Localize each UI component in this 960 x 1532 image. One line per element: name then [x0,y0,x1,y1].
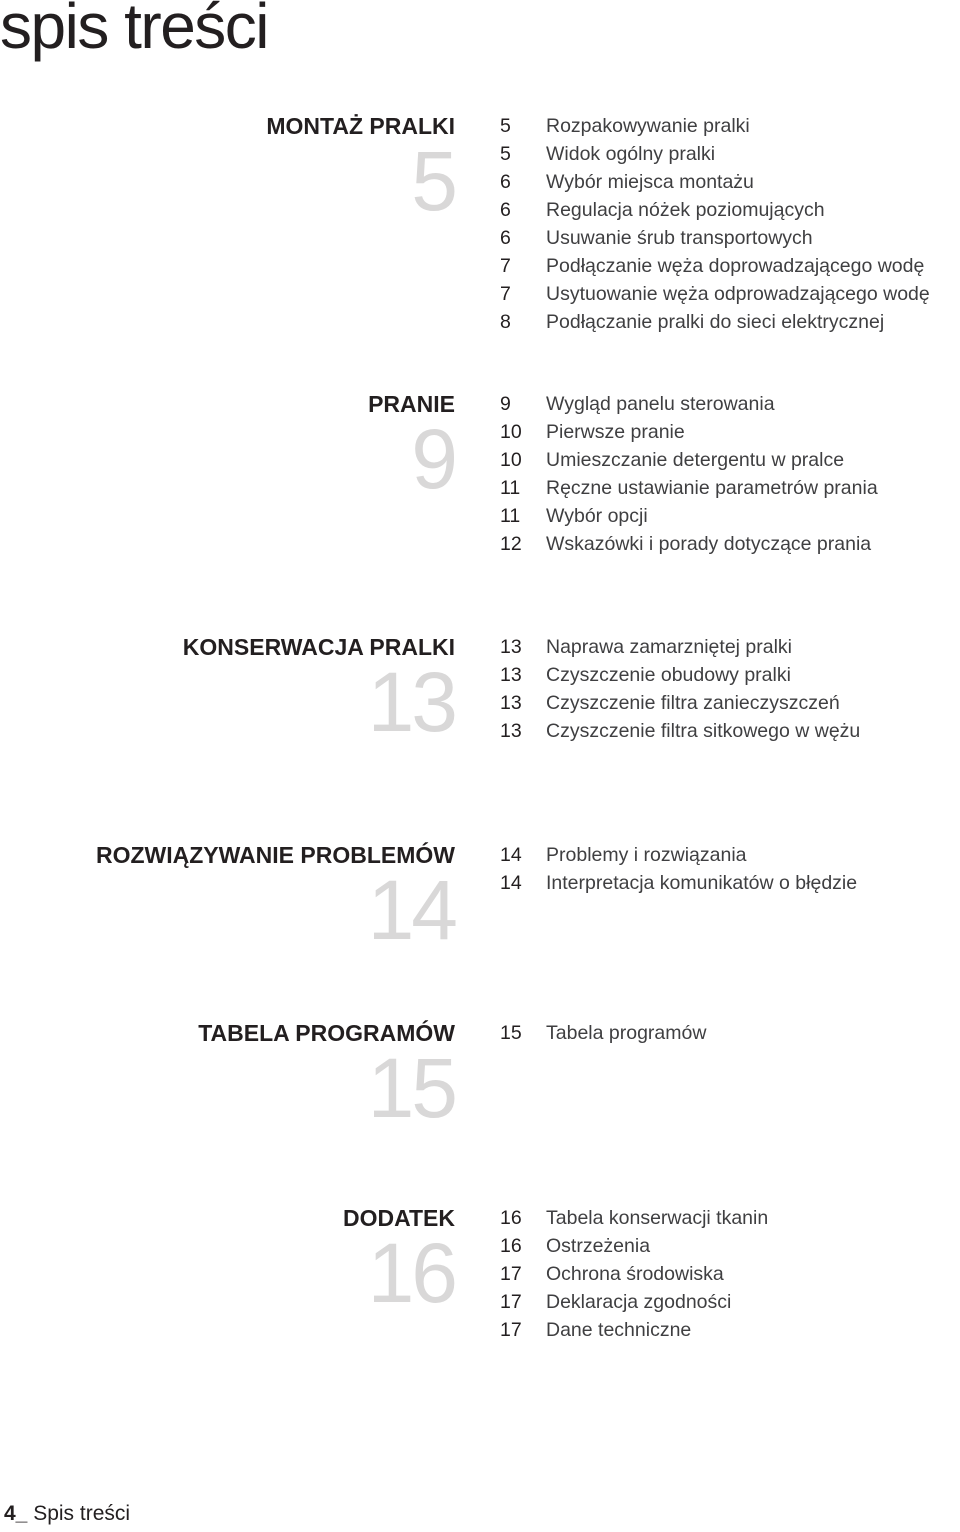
entry-page-number: 12 [500,533,522,555]
entry-page-number: 6 [500,171,511,193]
entry-page-number: 16 [500,1207,522,1229]
toc-entry[interactable] [500,475,878,503]
entry-page-number: 6 [500,227,511,249]
entry-label: Usuwanie śrub transportowych [546,227,813,249]
section-page-number: 15 [367,1041,455,1135]
section-entries [500,391,878,559]
toc-entry[interactable] [500,391,878,419]
entry-label: Umieszczanie detergentu w pralce [546,449,845,471]
toc-entry[interactable] [500,253,930,281]
entry-page-number: 17 [500,1263,522,1285]
entry-page-number: 13 [500,636,522,658]
entry-label: Usytuowanie węża odprowadzającego wodę [546,283,930,305]
entry-page-number: 13 [500,720,522,742]
toc-entry[interactable] [500,531,878,559]
entry-label: Problemy i rozwiązania [546,844,747,866]
footer-label: Spis treści [33,1502,131,1525]
toc-entry[interactable] [500,419,878,447]
toc-entry[interactable] [500,718,860,746]
entry-label: Wygląd panelu sterowania [546,393,775,415]
toc-entry[interactable] [500,634,860,662]
section-page-number: 13 [367,655,455,749]
entry-label: Naprawa zamarzniętej pralki [546,636,793,658]
section-title: ROZWIĄZYWANIE PROBLEMÓW [95,842,455,868]
entry-label: Wskazówki i porady dotyczące prania [546,533,872,555]
entry-label: Deklaracja zgodności [546,1291,732,1313]
entry-page-number: 14 [500,872,522,894]
section-entries [500,634,860,746]
entry-label: Czyszczenie obudowy pralki [546,664,791,686]
section-entries [500,842,857,898]
entry-label: Widok ogólny pralki [546,143,716,165]
toc-entry[interactable] [500,225,930,253]
entry-label: Tabela konserwacji tkanin [546,1207,769,1229]
section-heading [368,391,455,506]
entry-page-number: 11 [500,505,521,527]
toc-entry[interactable] [500,1317,768,1345]
section-title: TABELA PROGRAMÓW [198,1020,455,1046]
entry-page-number: 17 [500,1319,522,1341]
section-title: MONTAŻ PRALKI [266,113,455,139]
entry-label: Wybór opcji [546,505,648,527]
entry-page-number: 10 [500,449,522,471]
entry-page-number: 13 [500,692,522,714]
entry-label: Czyszczenie filtra sitkowego w wężu [546,720,861,742]
footer-page-number: 4_ [4,1502,28,1525]
toc-entry[interactable] [500,503,878,531]
section-heading [266,113,455,228]
entry-label: Rozpakowywanie pralki [546,115,750,137]
entry-label: Podłączanie węża doprowadzającego wodę [546,255,925,277]
toc-entry[interactable] [500,1205,768,1233]
toc-entry[interactable] [500,870,857,898]
toc-entry[interactable] [500,662,860,690]
toc-entry[interactable] [500,1289,768,1317]
toc-entry[interactable] [500,141,930,169]
entry-label: Ostrzeżenia [546,1235,651,1257]
section-entries [500,1205,768,1345]
entry-label: Tabela programów [546,1022,707,1044]
section-heading [95,842,455,957]
toc-entry[interactable] [500,169,930,197]
entry-page-number: 7 [500,255,511,277]
entry-label: Czyszczenie filtra zanieczyszczeń [546,692,840,714]
entry-page-number: 5 [500,115,511,137]
toc-entry[interactable] [500,1261,768,1289]
toc-entry[interactable] [500,1020,706,1048]
entry-page-number: 10 [500,421,522,443]
entry-page-number: 17 [500,1291,522,1313]
toc-entry[interactable] [500,197,930,225]
entry-page-number: 15 [500,1022,522,1044]
section-page-number: 5 [411,134,455,228]
toc-entry[interactable] [500,1233,768,1261]
section-entries [500,1020,706,1048]
toc-entry[interactable] [500,309,930,337]
entry-label: Ochrona środowiska [546,1263,724,1285]
section-title: KONSERWACJA PRALKI [182,634,455,660]
toc-entry[interactable] [500,113,930,141]
entry-page-number: 9 [500,393,511,415]
entry-page-number: 8 [500,311,511,333]
entry-label: Interpretacja komunikatów o błędzie [546,872,858,894]
entry-label: Regulacja nóżek poziomujących [546,199,825,221]
section-page-number: 14 [367,863,455,957]
section-title: PRANIE [368,391,455,417]
page-title: spis treści [0,0,268,62]
entry-label: Pierwsze pranie [546,421,685,443]
section-heading [342,1205,455,1320]
entry-page-number: 14 [500,844,522,866]
entry-page-number: 13 [500,664,522,686]
entry-label: Podłączanie pralki do sieci elektrycznej [546,311,885,333]
entry-page-number: 7 [500,283,511,305]
toc-entry[interactable] [500,690,860,718]
toc-entry[interactable] [500,447,878,475]
toc-entry[interactable] [500,842,857,870]
entry-page-number: 16 [500,1235,522,1257]
section-entries [500,113,930,337]
entry-label: Ręczne ustawianie parametrów prania [546,477,878,499]
entry-page-number: 11 [500,477,521,499]
section-heading [198,1020,455,1135]
entry-page-number: 5 [500,143,511,165]
entry-label: Wybór miejsca montażu [546,171,754,193]
section-heading [182,634,455,749]
section-page-number: 9 [411,412,455,506]
entry-label: Dane techniczne [546,1319,692,1341]
toc-entry[interactable] [500,281,930,309]
entry-page-number: 6 [500,199,511,221]
section-page-number: 16 [367,1226,455,1320]
page-footer [4,1502,130,1526]
section-title: DODATEK [342,1205,455,1231]
